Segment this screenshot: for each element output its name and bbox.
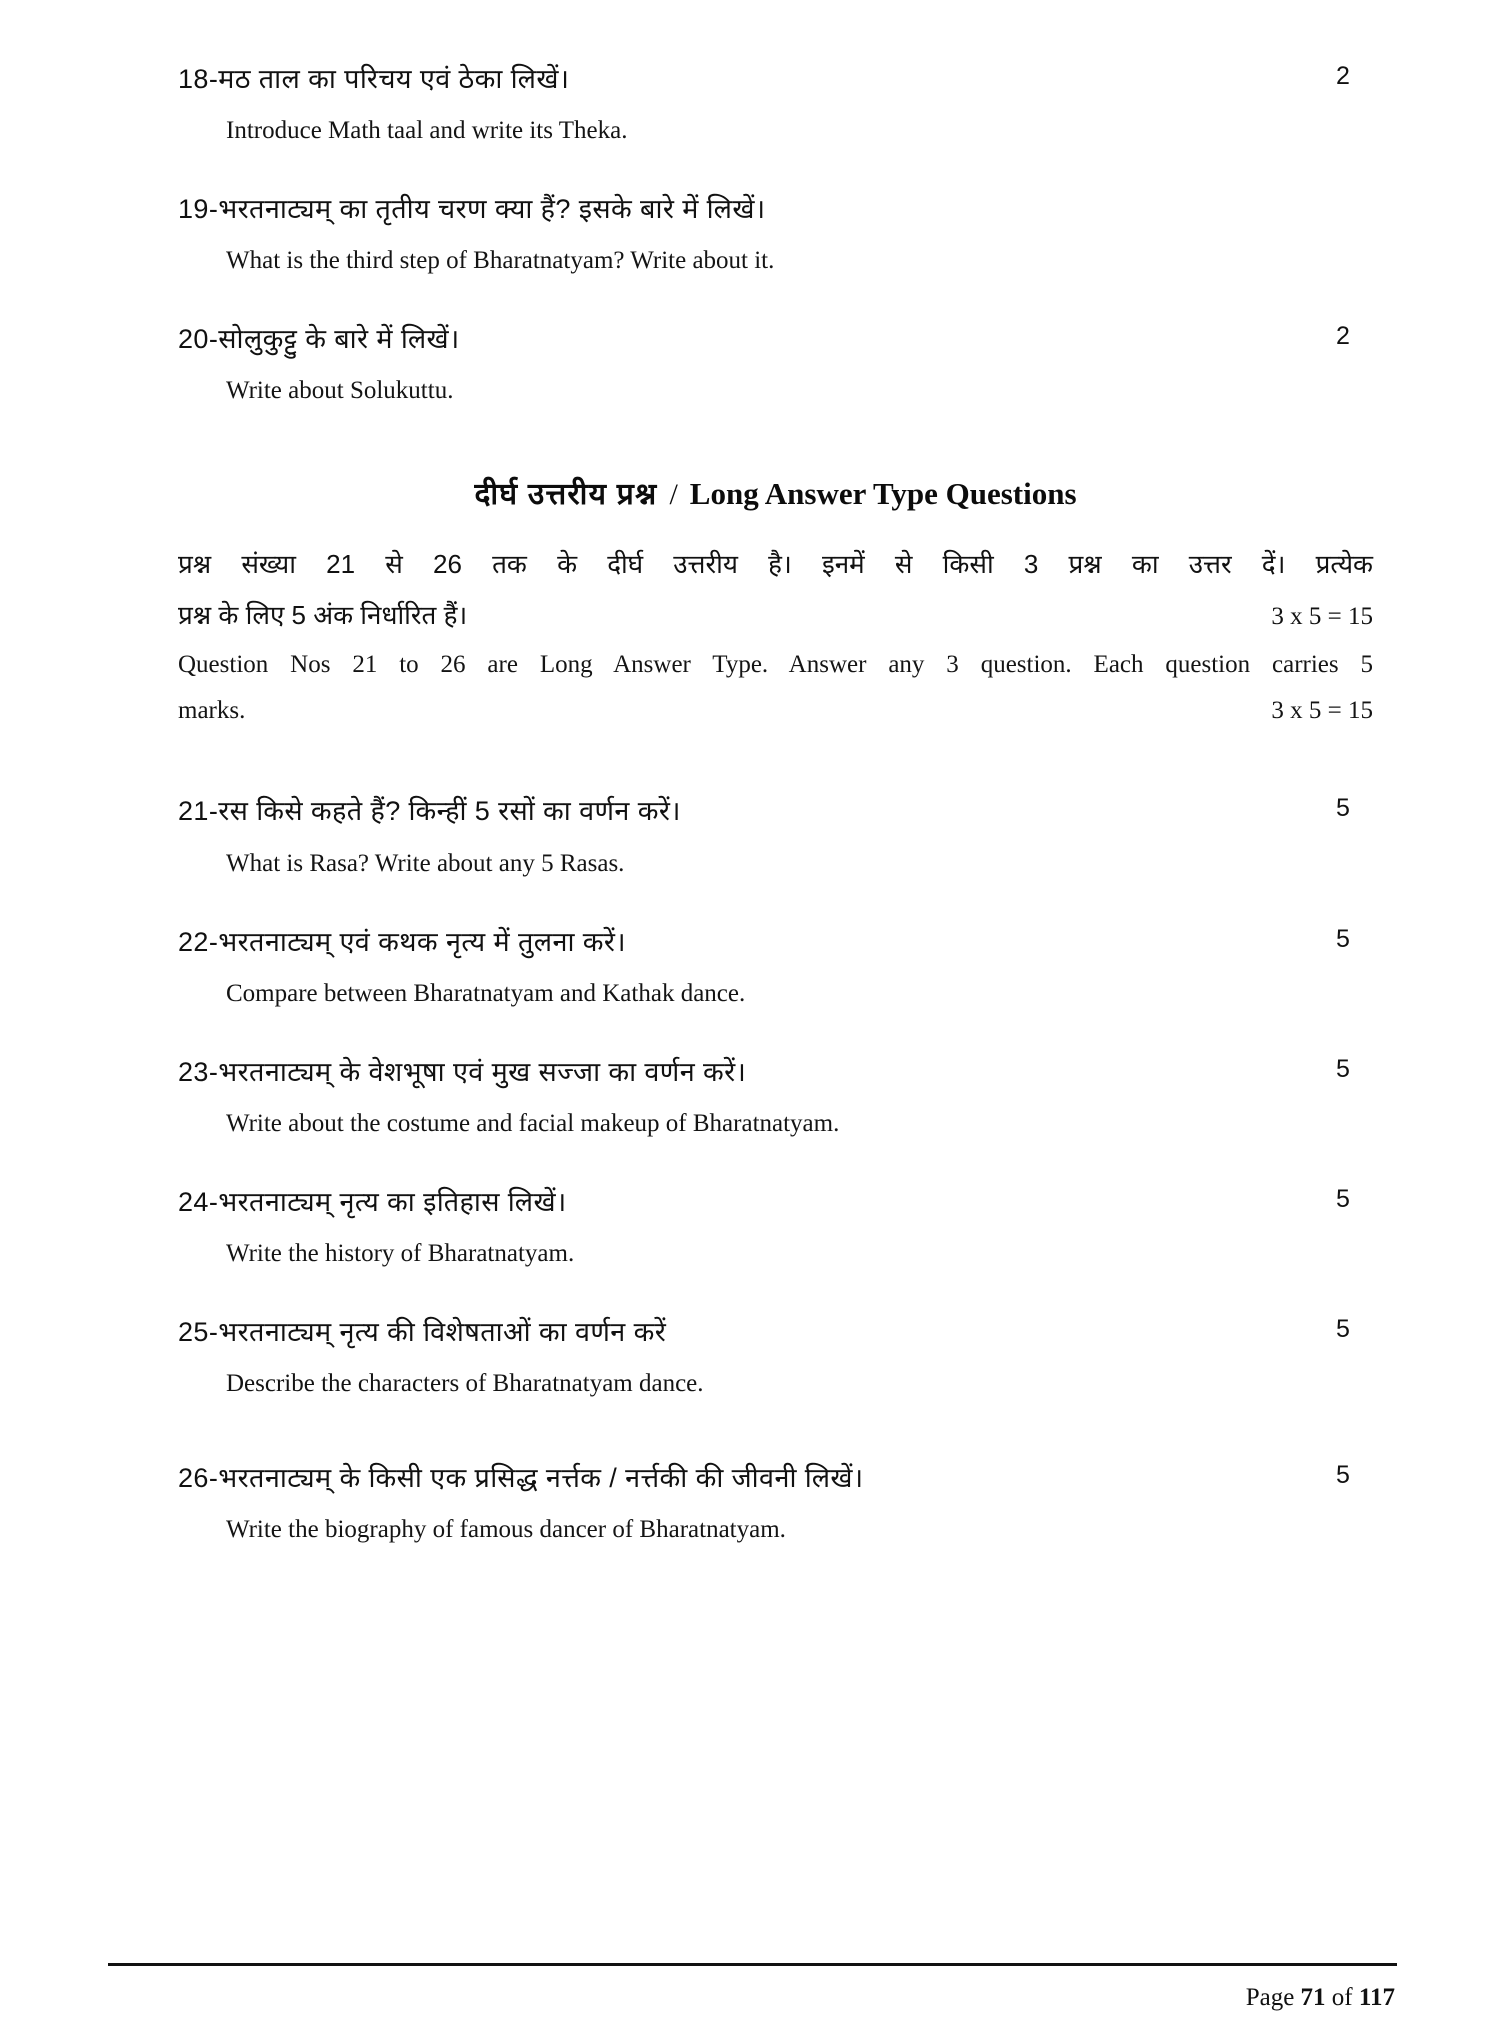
- section-heading-separator: /: [669, 478, 678, 512]
- question-text-hindi: 24-भरतनाट्यम् नृत्य का इतिहास लिखें।: [178, 1186, 567, 1217]
- question-text-english: Write about the costume and facial makeup of Bharatnatyam.: [226, 1109, 840, 1137]
- question-item-23: [178, 1053, 1373, 1141]
- footer-label-page: Page: [1245, 1984, 1295, 2011]
- instructions-hindi: [178, 539, 1373, 641]
- page-content: [178, 0, 1373, 1547]
- question-text-english: Compare between Bharatnatyam and Kathak dance.: [226, 979, 746, 1007]
- question-item-19: [178, 190, 1373, 278]
- instructions-hindi-marks: 3 x 5 = 15: [1271, 603, 1373, 631]
- question-marks: 5: [1336, 1314, 1350, 1343]
- footer-page-number: 71: [1300, 1984, 1326, 2011]
- question-line: [178, 1183, 1373, 1222]
- question-item-21: [178, 792, 1373, 880]
- question-text-hindi: 23-भरतनाट्यम् के वेशभूषा एवं मुख सज्जा का वर्णन करें।: [178, 1056, 747, 1087]
- question-text-english: Write about Solukuttu.: [226, 377, 454, 405]
- instructions-english-line-1: Question Nos 21 to 26 are Long Answer Type. Answer any 3 question. Each question carries 5: [178, 650, 1373, 678]
- question-item-18: [178, 60, 1373, 148]
- section-heading: [178, 472, 1373, 513]
- question-text-hindi: 18-मठ ताल का परिचय एवं ठेका लिखें।: [178, 64, 570, 94]
- footer-divider: [108, 1963, 1397, 1966]
- instructions-hindi-line-1: प्रश्न संख्या 21 से 26 तक के दीर्घ उत्तरीय है। इनमें से किसी 3 प्रश्न का उत्तर दें। प्रत्येक: [178, 549, 1373, 580]
- question-line: [178, 1053, 1373, 1092]
- instructions-english-marks: 3 x 5 = 15: [1271, 697, 1373, 725]
- section-heading-hindi: दीर्घ उत्तरीय प्रश्न: [474, 478, 658, 512]
- question-text-hindi: 20-सोलुकुट्टु के बारे में लिखें।: [178, 324, 460, 355]
- question-text-hindi: 26-भरतनाट्यम् के किसी एक प्रसिद्ध नर्त्तक / नर्त्तकी की जीवनी लिखें।: [178, 1463, 864, 1494]
- instructions-english: [178, 642, 1373, 735]
- section-heading-english: Long Answer Type Questions: [689, 476, 1077, 512]
- page-footer: [1246, 1984, 1395, 2012]
- question-text-english: What is the third step of Bharatnatyam? Write about it.: [226, 247, 775, 275]
- question-text-english: Write the history of Bharatnatyam.: [226, 1239, 575, 1267]
- question-text-english: Describe the characters of Bharatnatyam dance.: [226, 1370, 704, 1398]
- question-text-hindi: 22-भरतनाट्यम् एवं कथक नृत्य में तुलना करें।: [178, 926, 626, 957]
- question-marks: [1313, 190, 1373, 192]
- question-text-english: Write the biography of famous dancer of Bharatnatyam.: [226, 1516, 786, 1544]
- question-item-24: [178, 1183, 1373, 1271]
- question-item-26: [178, 1459, 1373, 1547]
- question-line: [178, 320, 1373, 359]
- question-text-english: Introduce Math taal and write its Theka.: [226, 117, 628, 145]
- question-marks: 5: [1336, 1184, 1350, 1213]
- question-line: [178, 1313, 1373, 1352]
- question-marks: 5: [1336, 1054, 1350, 1083]
- question-marks: 2: [1336, 322, 1350, 351]
- question-item-20: [178, 320, 1373, 408]
- instructions-english-line-2-row: [178, 688, 1373, 734]
- question-line: [178, 190, 1373, 229]
- question-text-hindi: 25-भरतनाट्यम् नृत्य की विशेषताओं का वर्णन करें: [178, 1316, 667, 1347]
- question-text-hindi: 21-रस किसे कहते हैं? किन्हीं 5 रसों का वर्णन करें।: [178, 796, 681, 827]
- question-line: [178, 923, 1373, 962]
- question-text-hindi: 19-भरतनाट्यम् का तृतीय चरण क्या हैं? इसके बारे में लिखें।: [178, 194, 766, 225]
- instructions-hindi-line-2: प्रश्न के लिए 5 अंक निर्धारित हैं।: [178, 600, 468, 631]
- question-text-english: What is Rasa? Write about any 5 Rasas.: [226, 849, 625, 877]
- question-line: [178, 60, 1373, 99]
- question-line: [178, 792, 1373, 831]
- question-marks: 5: [1336, 924, 1350, 953]
- question-item-25: [178, 1313, 1373, 1401]
- footer-label-of: of: [1331, 1984, 1353, 2011]
- question-line: [178, 1459, 1373, 1498]
- question-marks: 5: [1336, 794, 1350, 823]
- instructions-hindi-line-2-row: [178, 590, 1373, 642]
- question-marks: 2: [1336, 62, 1350, 90]
- footer-total-pages: 117: [1358, 1984, 1395, 2011]
- instructions-english-line-2: marks.: [178, 697, 246, 725]
- question-marks: 5: [1336, 1461, 1350, 1490]
- question-item-22: [178, 923, 1373, 1011]
